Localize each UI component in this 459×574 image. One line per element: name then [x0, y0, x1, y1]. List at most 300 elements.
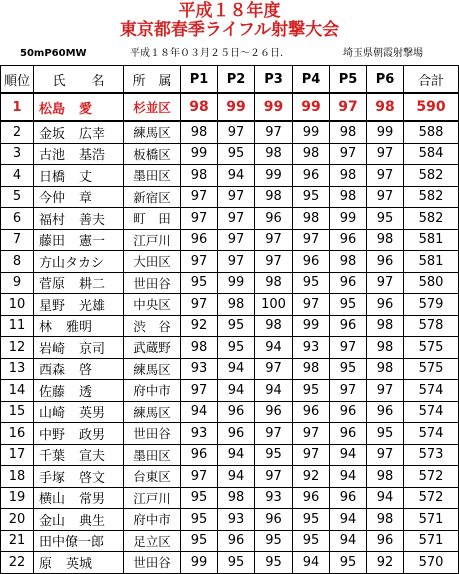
p5-cell: 98: [330, 186, 367, 208]
p1-cell: 96: [181, 229, 218, 251]
p4-cell: 92: [293, 466, 330, 488]
p2-cell: 94: [218, 444, 255, 466]
total-cell: 590: [404, 93, 459, 121]
rank-cell: 10: [1, 294, 34, 316]
col-header-p1: P1: [181, 66, 218, 94]
table-row: [1, 121, 459, 143]
p3-cell: 97: [255, 229, 293, 251]
p6-cell: 96: [367, 251, 404, 273]
club-cell: 練馬区: [124, 121, 181, 143]
rank-cell: 4: [1, 165, 34, 187]
rank-cell: 22: [1, 552, 34, 574]
rank-cell: 16: [1, 423, 34, 445]
surname: 西森: [39, 363, 66, 379]
table-row: [1, 208, 459, 230]
name-cell: [34, 143, 124, 165]
p3-cell: 99: [255, 93, 293, 121]
total-cell: 575: [404, 358, 459, 380]
table-row: [1, 358, 459, 380]
p3-cell: 94: [255, 337, 293, 359]
club-cell: 武蔵野: [124, 337, 181, 359]
rank-cell: 8: [1, 251, 34, 273]
p4-cell: 97: [293, 423, 330, 445]
p5-cell: 98: [330, 251, 367, 273]
p2-cell: 98: [218, 294, 255, 316]
name-cell: [34, 487, 124, 509]
p3-cell: 97: [255, 466, 293, 488]
table-row: [1, 165, 459, 187]
p2-cell: 96: [218, 423, 255, 445]
p6-cell: 96: [367, 401, 404, 423]
p4-cell: 99: [293, 315, 330, 337]
p5-cell: 95: [330, 358, 367, 380]
club-cell: 大田区: [124, 251, 181, 273]
header-row: [1, 66, 459, 94]
rank-cell: 17: [1, 444, 34, 466]
title-line-1: 平成１８年度: [178, 1, 281, 21]
p5-cell: 96: [330, 401, 367, 423]
club-cell: 新宿区: [124, 186, 181, 208]
p2-cell: 96: [218, 530, 255, 552]
event-date: 平成１８年０３月２５日～２６日.: [130, 48, 284, 59]
p4-cell: 98: [293, 143, 330, 165]
p4-cell: 99: [293, 93, 330, 121]
table-row: [1, 315, 459, 337]
club-cell: 府中市: [124, 509, 181, 531]
club-cell: 中央区: [124, 294, 181, 316]
club-cell: 墨田区: [124, 444, 181, 466]
p6-cell: 95: [367, 423, 404, 445]
p4-cell: 97: [293, 294, 330, 316]
given-name: 雅明: [66, 320, 93, 336]
col-header-club: 所 属: [124, 66, 181, 94]
table-row: [1, 294, 459, 316]
p5-cell: 97: [330, 143, 367, 165]
given-name: 広幸: [79, 126, 106, 142]
rank-cell: 6: [1, 208, 34, 230]
p3-cell: 98: [255, 272, 293, 294]
total-cell: 571: [404, 530, 459, 552]
name-cell: [34, 121, 124, 143]
p3-cell: 98: [255, 315, 293, 337]
rank-cell: 3: [1, 143, 34, 165]
club-cell: 世田谷: [124, 552, 181, 574]
surname: 佐藤: [39, 384, 66, 400]
p4-cell: 96: [293, 165, 330, 187]
given-name: 善夫: [79, 212, 106, 228]
p6-cell: 98: [367, 315, 404, 337]
p4-cell: 98: [293, 208, 330, 230]
surname: 田中僚一郎: [39, 535, 105, 551]
p4-cell: 95: [293, 186, 330, 208]
given-name: 章: [79, 191, 93, 207]
p3-cell: 94: [255, 380, 293, 402]
p5-cell: 96: [330, 229, 367, 251]
club-cell: 江戸川: [124, 229, 181, 251]
surname: 古池: [39, 148, 66, 164]
total-cell: 571: [404, 509, 459, 531]
p6-cell: 98: [367, 337, 404, 359]
p5-cell: 94: [330, 509, 367, 531]
table-row: [1, 251, 459, 273]
p2-cell: 97: [218, 186, 255, 208]
p6-cell: 96: [367, 294, 404, 316]
p4-cell: 96: [293, 401, 330, 423]
name-cell: [34, 530, 124, 552]
name-cell: [34, 272, 124, 294]
p2-cell: 95: [218, 337, 255, 359]
table-row: [1, 552, 459, 574]
col-header-p3: P3: [255, 66, 293, 94]
surname: 方山タカシ: [39, 255, 105, 271]
rank-cell: 15: [1, 401, 34, 423]
p1-cell: 97: [181, 208, 218, 230]
p2-cell: 99: [218, 93, 255, 121]
p4-cell: 99: [293, 121, 330, 143]
surname: 林: [39, 320, 53, 336]
p3-cell: 93: [255, 487, 293, 509]
rank-cell: 19: [1, 487, 34, 509]
total-cell: 573: [404, 444, 459, 466]
p3-cell: 95: [255, 552, 293, 574]
surname: 菅原: [39, 277, 66, 293]
club-cell: 墨田区: [124, 165, 181, 187]
surname: 金坂: [39, 126, 66, 142]
rank-cell: 11: [1, 315, 34, 337]
total-cell: 581: [404, 229, 459, 251]
p4-cell: 97: [293, 444, 330, 466]
p6-cell: 98: [367, 358, 404, 380]
p3-cell: 96: [255, 509, 293, 531]
p6-cell: 97: [367, 380, 404, 402]
p5-cell: 97: [330, 337, 367, 359]
p1-cell: 93: [181, 358, 218, 380]
p1-cell: 97: [181, 251, 218, 273]
club-cell: 足立区: [124, 530, 181, 552]
p1-cell: 95: [181, 530, 218, 552]
p1-cell: 97: [181, 294, 218, 316]
p2-cell: 97: [218, 121, 255, 143]
p6-cell: 92: [367, 552, 404, 574]
table-row: [1, 509, 459, 531]
title-line-2: 東京都春季ライフル射撃大会: [119, 20, 340, 40]
results-body: [1, 93, 459, 573]
p3-cell: 95: [255, 530, 293, 552]
given-name: 耕二: [79, 277, 106, 293]
given-name: 京司: [79, 341, 106, 357]
p2-cell: 94: [218, 165, 255, 187]
p5-cell: 95: [330, 294, 367, 316]
surname: 星野: [39, 298, 66, 314]
given-name: 英城: [66, 556, 93, 572]
p5-cell: 96: [330, 315, 367, 337]
p3-cell: 99: [255, 165, 293, 187]
club-cell: 練馬区: [124, 358, 181, 380]
p5-cell: 96: [330, 423, 367, 445]
surname: 原: [39, 556, 53, 572]
p2-cell: 95: [218, 143, 255, 165]
col-header-p5: P5: [330, 66, 367, 94]
name-cell: [34, 337, 124, 359]
p4-cell: 96: [293, 487, 330, 509]
rank-cell: 12: [1, 337, 34, 359]
p4-cell: 96: [293, 251, 330, 273]
given-name: 透: [79, 384, 93, 400]
p1-cell: 95: [181, 272, 218, 294]
given-name: 啓文: [79, 470, 106, 486]
name-cell: [34, 444, 124, 466]
club-cell: 府中市: [124, 380, 181, 402]
col-header-p2: P2: [218, 66, 255, 94]
surname: 千葉: [39, 449, 66, 465]
p2-cell: 97: [218, 208, 255, 230]
table-row: [1, 487, 459, 509]
total-cell: 588: [404, 121, 459, 143]
surname: 松島: [39, 101, 66, 117]
col-header-p6: P6: [367, 66, 404, 94]
table-row: [1, 466, 459, 488]
p1-cell: 98: [181, 121, 218, 143]
name-cell: [34, 165, 124, 187]
given-name: 政男: [79, 427, 106, 443]
p4-cell: 95: [293, 272, 330, 294]
rank-cell: 7: [1, 229, 34, 251]
name-cell: [34, 294, 124, 316]
table-row: [1, 337, 459, 359]
p2-cell: 99: [218, 272, 255, 294]
club-cell: 江戸川: [124, 487, 181, 509]
p6-cell: 94: [367, 487, 404, 509]
p5-cell: 98: [330, 165, 367, 187]
club-cell: 杉並区: [124, 93, 181, 121]
p6-cell: 97: [367, 186, 404, 208]
p4-cell: 95: [293, 509, 330, 531]
name-cell: [34, 466, 124, 488]
p3-cell: 98: [255, 143, 293, 165]
p4-cell: 95: [293, 380, 330, 402]
p6-cell: 97: [367, 143, 404, 165]
col-header-name: 氏 名: [34, 66, 124, 94]
name-cell: [34, 509, 124, 531]
rank-cell: 5: [1, 186, 34, 208]
p5-cell: 94: [330, 444, 367, 466]
name-cell: [34, 380, 124, 402]
surname: 手塚: [39, 470, 66, 486]
p6-cell: 97: [367, 165, 404, 187]
table-row: [1, 401, 459, 423]
col-header-rank: 順位: [1, 66, 34, 94]
club-cell: 渋 谷: [124, 315, 181, 337]
given-name: 基浩: [79, 148, 106, 164]
surname: 金山: [39, 513, 66, 529]
p4-cell: 98: [293, 358, 330, 380]
total-cell: 582: [404, 186, 459, 208]
table-row: [1, 423, 459, 445]
p5-cell: 95: [330, 552, 367, 574]
name-cell: [34, 423, 124, 445]
total-cell: 578: [404, 315, 459, 337]
p3-cell: 97: [255, 423, 293, 445]
rank-cell: 20: [1, 509, 34, 531]
p2-cell: 98: [218, 487, 255, 509]
p5-cell: 94: [330, 530, 367, 552]
total-cell: 572: [404, 487, 459, 509]
results-table: [0, 65, 459, 574]
total-cell: 584: [404, 143, 459, 165]
p4-cell: 93: [293, 337, 330, 359]
club-cell: 世田谷: [124, 272, 181, 294]
p1-cell: 97: [181, 466, 218, 488]
p2-cell: 97: [218, 251, 255, 273]
p6-cell: 98: [367, 93, 404, 121]
total-cell: 574: [404, 401, 459, 423]
total-cell: 580: [404, 272, 459, 294]
rank-cell: 14: [1, 380, 34, 402]
p1-cell: 98: [181, 337, 218, 359]
surname: 山崎: [39, 406, 66, 422]
name-cell: [34, 358, 124, 380]
surname: 中野: [39, 427, 66, 443]
given-name: 宣夫: [79, 449, 106, 465]
event-code: 50mP60MW: [20, 48, 87, 59]
p2-cell: 95: [218, 552, 255, 574]
p1-cell: 93: [181, 423, 218, 445]
table-row-winner: [1, 93, 459, 121]
p5-cell: 97: [330, 380, 367, 402]
table-row: [1, 186, 459, 208]
p2-cell: 95: [218, 315, 255, 337]
p1-cell: 99: [181, 143, 218, 165]
p2-cell: 94: [218, 380, 255, 402]
table-row: [1, 530, 459, 552]
surname: 岩崎: [39, 341, 66, 357]
p2-cell: 94: [218, 466, 255, 488]
p4-cell: 95: [293, 530, 330, 552]
surname: 藤田: [39, 234, 66, 250]
p1-cell: 97: [181, 186, 218, 208]
p5-cell: 96: [330, 487, 367, 509]
rank-cell: 18: [1, 466, 34, 488]
name-cell: [34, 229, 124, 251]
total-cell: 582: [404, 208, 459, 230]
p1-cell: 98: [181, 165, 218, 187]
p3-cell: 96: [255, 208, 293, 230]
p1-cell: 95: [181, 509, 218, 531]
p1-cell: 92: [181, 315, 218, 337]
club-cell: 練馬区: [124, 401, 181, 423]
p3-cell: 97: [255, 358, 293, 380]
given-name: 光雄: [79, 298, 106, 314]
event-info: [0, 47, 459, 61]
p5-cell: 97: [330, 93, 367, 121]
surname: 横山: [39, 492, 66, 508]
given-name: 典生: [79, 513, 106, 529]
name-cell: [34, 186, 124, 208]
name-cell: [34, 401, 124, 423]
p3-cell: 98: [255, 186, 293, 208]
given-name: 英男: [79, 406, 106, 422]
p3-cell: 96: [255, 401, 293, 423]
name-cell: [34, 251, 124, 273]
p2-cell: 94: [218, 358, 255, 380]
p4-cell: 97: [293, 229, 330, 251]
p4-cell: 94: [293, 552, 330, 574]
rank-cell: 13: [1, 358, 34, 380]
rank-cell: 21: [1, 530, 34, 552]
p6-cell: 97: [367, 444, 404, 466]
p6-cell: 97: [367, 272, 404, 294]
p6-cell: 98: [367, 466, 404, 488]
p1-cell: 98: [181, 93, 218, 121]
surname: 今仲: [39, 191, 66, 207]
table-row: [1, 229, 459, 251]
p1-cell: 95: [181, 487, 218, 509]
name-cell: [34, 315, 124, 337]
rank-cell: 2: [1, 121, 34, 143]
event-venue: 埼玉県朝霞射撃場: [343, 48, 423, 59]
p3-cell: 95: [255, 444, 293, 466]
surname: 福村: [39, 212, 66, 228]
p6-cell: 95: [367, 208, 404, 230]
club-cell: 板橋区: [124, 143, 181, 165]
club-cell: 台東区: [124, 466, 181, 488]
given-name: 憲一: [79, 234, 106, 250]
table-row: [1, 380, 459, 402]
p2-cell: 97: [218, 229, 255, 251]
total-cell: 574: [404, 380, 459, 402]
p6-cell: 99: [367, 121, 404, 143]
given-name: 愛: [79, 101, 93, 117]
p6-cell: 98: [367, 229, 404, 251]
p5-cell: 94: [330, 466, 367, 488]
col-header-total: 合計: [404, 66, 459, 94]
name-cell: [34, 552, 124, 574]
p1-cell: 99: [181, 552, 218, 574]
p6-cell: 96: [367, 530, 404, 552]
total-cell: 575: [404, 337, 459, 359]
rank-cell: 1: [1, 93, 34, 121]
table-row: [1, 272, 459, 294]
table-row: [1, 143, 459, 165]
total-cell: 579: [404, 294, 459, 316]
total-cell: 572: [404, 466, 459, 488]
club-cell: 世田谷: [124, 423, 181, 445]
name-cell: [34, 93, 124, 121]
p2-cell: 96: [218, 401, 255, 423]
surname: 日橋: [39, 169, 66, 185]
p6-cell: 98: [367, 509, 404, 531]
p3-cell: 97: [255, 121, 293, 143]
p3-cell: 97: [255, 251, 293, 273]
p2-cell: 93: [218, 509, 255, 531]
p1-cell: 97: [181, 380, 218, 402]
total-cell: 570: [404, 552, 459, 574]
p5-cell: 98: [330, 121, 367, 143]
rank-cell: 9: [1, 272, 34, 294]
p1-cell: 96: [181, 444, 218, 466]
p5-cell: 99: [330, 208, 367, 230]
given-name: 常男: [79, 492, 106, 508]
col-header-p4: P4: [293, 66, 330, 94]
given-name: 丈: [79, 169, 93, 185]
total-cell: 574: [404, 423, 459, 445]
p5-cell: 96: [330, 272, 367, 294]
total-cell: 582: [404, 165, 459, 187]
p1-cell: 94: [181, 401, 218, 423]
total-cell: 581: [404, 251, 459, 273]
table-row: [1, 444, 459, 466]
p3-cell: 100: [255, 294, 293, 316]
